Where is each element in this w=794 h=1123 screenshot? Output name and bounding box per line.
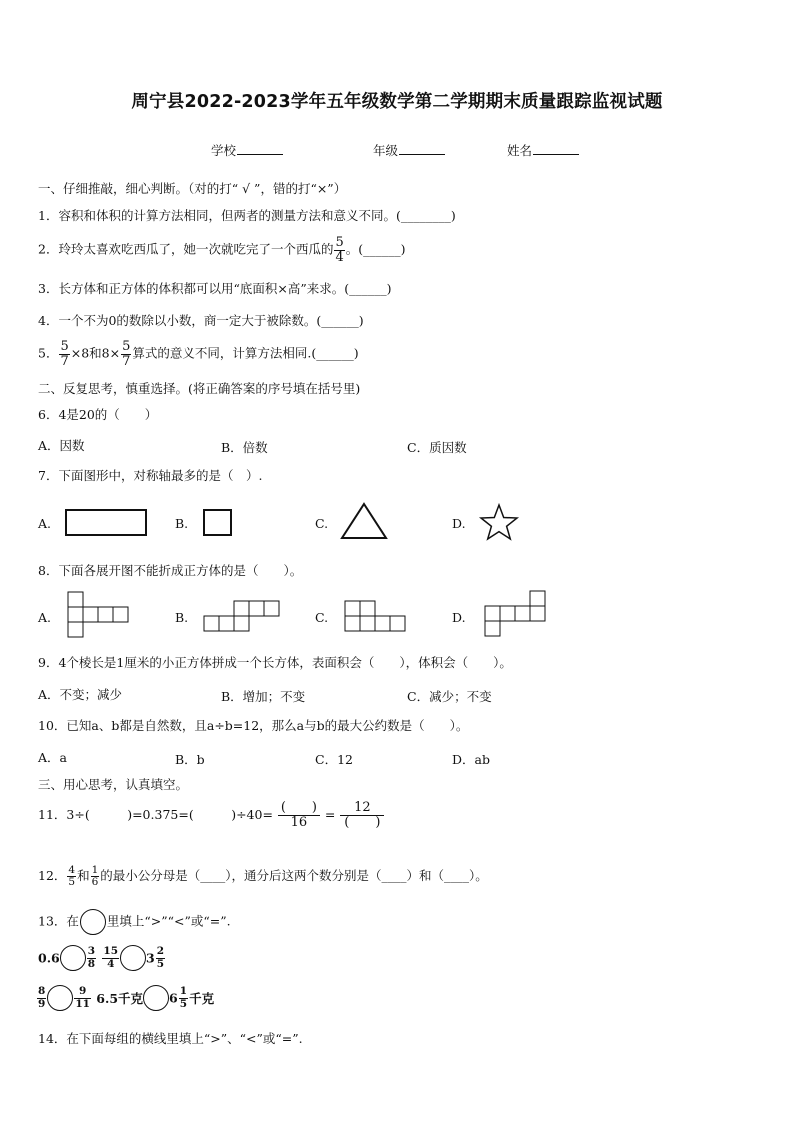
q13-r1-f3-den: 5 — [156, 957, 165, 970]
q12-fraction-2 — [91, 865, 100, 888]
school-label: 学校 — [211, 143, 237, 158]
q5-tail: 算式的意义不同，计算方法相同.(______) — [132, 345, 359, 361]
q8-label-b[interactable]: B. — [175, 610, 189, 625]
question-6: 6．4是20的（ ） — [38, 407, 158, 422]
page-title: 周宁县2022-2023学年五年级数学第二学期期末质量跟踪监视试题 — [131, 92, 663, 112]
q2-text: 2．玲玲太喜欢吃西瓜了，她一次就吃完了一个西瓜的 — [38, 241, 334, 257]
q10-option-c[interactable]: C．12 — [315, 752, 353, 767]
question-10: 10．已知a、b都是自然数，且a÷b=12，那么a与b的最大公约数是（ ）。 — [38, 718, 469, 733]
q12-num: 12． — [38, 868, 67, 884]
q12-f2-num: 1 — [91, 864, 99, 876]
cube-net-b — [202, 598, 284, 638]
q13-r2-f2-num: 9 — [74, 986, 91, 998]
q11-f1-num[interactable]: ( ) — [278, 801, 320, 816]
q5-f1-den: 7 — [60, 353, 69, 369]
question-3: 3．长方体和正方体的体积都可以用“底面积×高”来求。(______) — [38, 281, 392, 296]
question-5 — [38, 340, 359, 368]
q13-r2-circle-2[interactable] — [143, 985, 169, 1011]
q13-r1-f2-num: 15 — [103, 945, 119, 958]
q13-r2-f2-den: 11 — [75, 997, 90, 1010]
name-label: 姓名 — [507, 143, 533, 158]
q12-f1-num: 4 — [68, 864, 76, 876]
q8-label-a[interactable]: A. — [38, 610, 52, 625]
q2-fraction-den: 4 — [335, 249, 344, 265]
section1-heading: 一、仔细推敲，细心判断。（对的打“ √ ”，错的打“×”） — [38, 181, 347, 196]
q11-equals: = — [324, 807, 336, 823]
question-13 — [38, 909, 231, 935]
q13-r1-f1-den: 8 — [87, 957, 96, 970]
q5-f2-den: 7 — [122, 353, 131, 369]
q13-r2-f3-den: 5 — [179, 997, 188, 1010]
question-9: 9．4个棱长是1厘米的小正方体拼成一个长方体，表面积会（ ），体积会（ ）。 — [38, 655, 512, 670]
q7-label-b[interactable]: B. — [175, 516, 189, 531]
q11-text: 11．3÷( )=0.375=( )÷40= — [38, 807, 273, 823]
q13-r2-b: 6.5千克 — [96, 991, 144, 1006]
q9-option-c[interactable]: C．减少；不变 — [407, 689, 492, 704]
school-blank[interactable] — [237, 142, 283, 155]
grade-info — [373, 141, 445, 159]
question-12 — [38, 865, 488, 888]
question-1: 1．容积和体积的计算方法相同，但两者的测量方法和意义不同。(________) — [38, 208, 456, 223]
square-figure — [200, 500, 240, 545]
q13-r1-f2-den: 4 — [107, 957, 115, 970]
q2-fraction-num: 5 — [335, 235, 344, 250]
q7-label-c[interactable]: C. — [315, 516, 329, 531]
q12-tail: 的最小公分母是（____），通分后这两个数分别是（____）和（____）。 — [100, 868, 488, 884]
q13-r2-f1 — [37, 986, 46, 1009]
q13-r1-f3-num: 2 — [156, 945, 165, 958]
q11-fraction-1 — [278, 801, 320, 829]
q11-f2-den[interactable]: ( ) — [344, 814, 381, 830]
q13-tail: 里填上“>”“<”或“=”. — [106, 913, 231, 929]
q2-fraction — [334, 236, 344, 264]
q13-r1-circle-2[interactable] — [120, 945, 146, 971]
q13-row-1 — [38, 945, 166, 971]
q11-f1-den: 16 — [290, 814, 308, 830]
section3-heading: 三、用心思考，认真填空。 — [38, 777, 189, 792]
q13-r1-f1 — [87, 946, 96, 969]
q5-f1-num: 5 — [60, 339, 69, 354]
q7-label-d[interactable]: D. — [452, 516, 466, 531]
triangle-figure — [338, 495, 392, 545]
q10-option-a[interactable]: A．a — [38, 750, 67, 765]
q6-option-a[interactable]: A．因数 — [38, 438, 85, 453]
q6-option-b[interactable]: B．倍数 — [221, 440, 268, 455]
q13-text: 13．在 — [38, 913, 79, 929]
cube-net-d — [483, 588, 555, 642]
cube-net-a — [66, 590, 136, 642]
question-11 — [38, 801, 385, 829]
question-2 — [38, 236, 406, 264]
grade-label: 年级 — [373, 143, 399, 158]
q8-label-d[interactable]: D. — [452, 610, 466, 625]
q8-label-c[interactable]: C. — [315, 610, 329, 625]
q12-and: 和 — [77, 868, 90, 884]
q5-fraction-1 — [59, 340, 69, 368]
q13-r1-f2 — [102, 946, 119, 969]
q12-f1-den: 5 — [68, 876, 76, 889]
q5-fraction-2 — [121, 340, 131, 368]
q12-f2-den: 6 — [91, 876, 99, 889]
q13-r1-whole: 3 — [146, 950, 155, 966]
rectangle-figure — [60, 500, 160, 545]
name-blank[interactable] — [533, 142, 579, 155]
name-info — [507, 141, 579, 159]
q13-r2-circle-1[interactable] — [47, 985, 73, 1011]
q5-f2-num: 5 — [122, 339, 131, 354]
q6-option-c[interactable]: C．质因数 — [407, 440, 467, 455]
q13-r1-f3 — [156, 946, 165, 969]
question-14: 14．在下面每组的横线里填上“>”、“<”或“=”. — [38, 1031, 303, 1046]
compare-circle-icon — [80, 909, 106, 935]
q11-f2-num: 12 — [340, 801, 384, 816]
question-8: 8．下面各展开图不能折成正方体的是（ ）。 — [38, 563, 303, 578]
q11-fraction-2 — [340, 801, 384, 829]
student-info — [211, 141, 283, 159]
q13-r1-circle-1[interactable] — [60, 945, 86, 971]
q13-r2-whole: 6 — [169, 990, 178, 1006]
q12-fraction-1 — [67, 865, 76, 888]
cube-net-c — [343, 598, 413, 638]
q13-r2-f1-num: 8 — [38, 985, 46, 998]
q9-option-b[interactable]: B．增加；不变 — [221, 689, 306, 704]
q13-row-2 — [36, 985, 214, 1011]
question-7: 7．下面图形中，对称轴最多的是（ ）. — [38, 468, 263, 483]
q13-r1-a: 0.6 — [38, 950, 60, 966]
q13-r2-f3-num: 1 — [179, 985, 188, 998]
q10-option-b[interactable]: B．b — [175, 752, 205, 767]
q2-tail: 。(______) — [345, 241, 406, 257]
q7-label-a[interactable]: A. — [38, 516, 52, 531]
q5-num: 5． — [38, 345, 59, 361]
q13-r2-f3 — [179, 986, 188, 1009]
q13-r2-f2 — [74, 986, 91, 1009]
q13-r2-f1-den: 9 — [38, 997, 46, 1010]
grade-blank[interactable] — [399, 142, 445, 155]
section2-heading: 二、反复思考，慎重选择。(将正确答案的序号填在括号里) — [38, 381, 361, 396]
q13-r2-unit: 千克 — [189, 991, 215, 1006]
q13-r1-f1-num: 3 — [87, 945, 96, 958]
question-4: 4．一个不为0的数除以小数，商一定大于被除数。(______) — [38, 313, 364, 328]
star-figure — [478, 500, 522, 544]
q5-mid: ×8和8× — [70, 345, 121, 361]
q9-option-a[interactable]: A．不变；减少 — [38, 687, 123, 702]
q10-option-d[interactable]: D．ab — [452, 752, 490, 767]
